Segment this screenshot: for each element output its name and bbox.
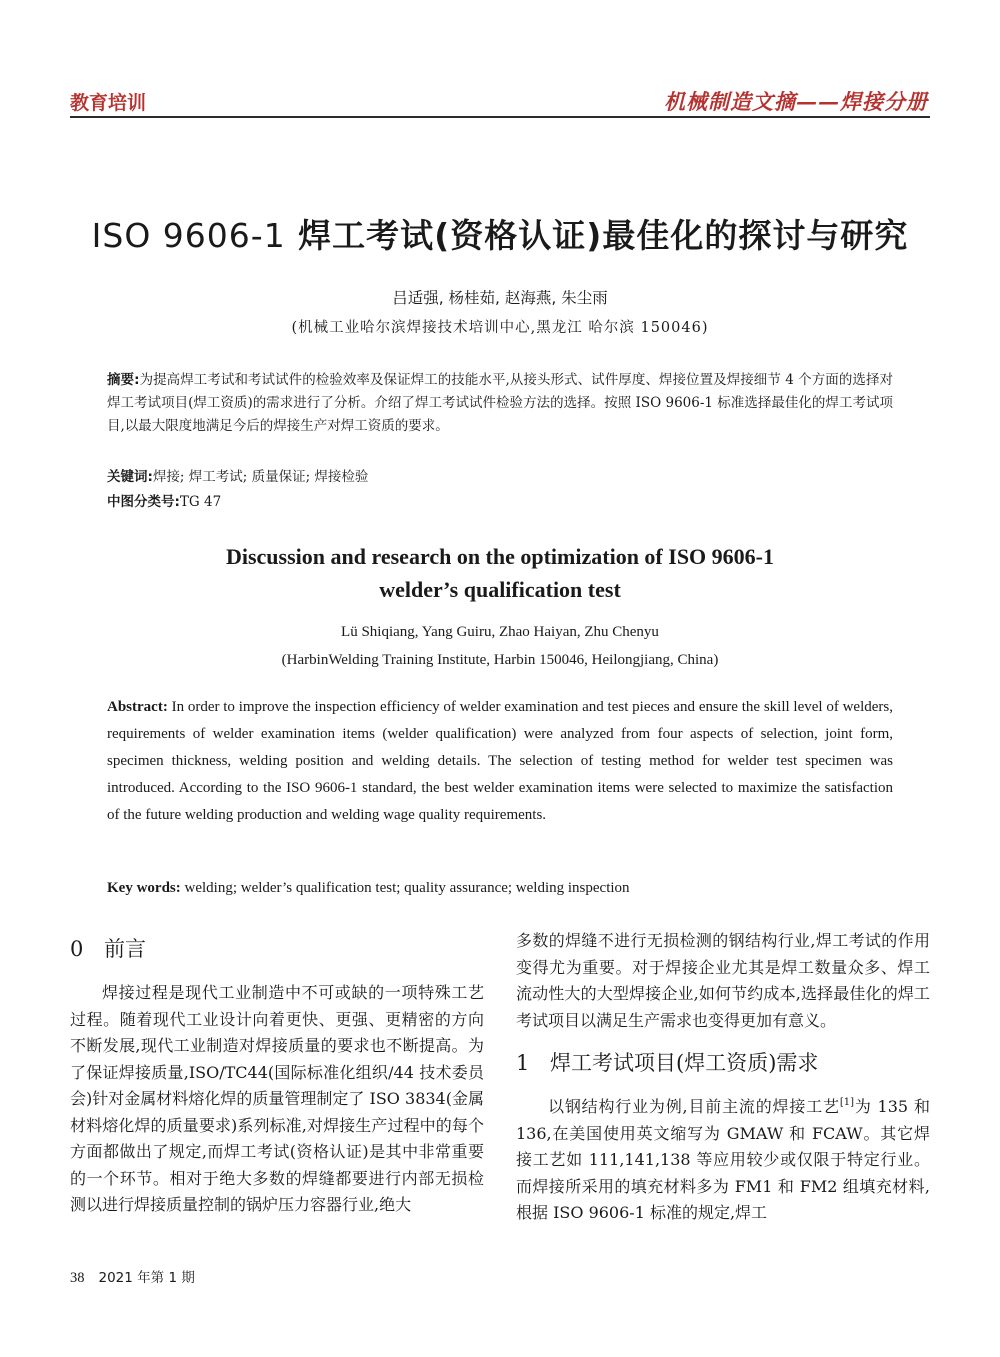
header-divider — [70, 116, 930, 118]
section-heading-1 — [516, 1046, 930, 1080]
keywords-cn — [107, 466, 368, 489]
abstract-en — [107, 694, 893, 829]
journal-column-label: 教育培训 — [70, 92, 147, 114]
continued-paragraph: 多数的焊缝不进行无损检测的钢结构行业,焊工考试的作用变得尤为重要。对于焊接企业尤其是焊工数量众多、焊工流动性大的大型焊接企业,如何节约成本,选择最佳化的焊工考试项目以满足生产需求也变得更加有意义。 — [516, 931, 930, 1030]
section-title-0: 前言 — [104, 937, 146, 961]
issue-label: 2021 年第 1 期 — [98, 1270, 195, 1286]
paper-title-en-line2: welder’s qualification test — [379, 577, 621, 602]
section-1-paragraph — [516, 1094, 930, 1227]
authors-en: Lü Shiqiang, Yang Guiru, Zhao Haiyan, Zhu Chenyu — [341, 624, 659, 640]
abstract-cn-text: 为提高焊工考试和考试试件的检验效率及保证焊工的技能水平,从接头形式、试件厚度、焊接位置及焊接细节 4 个方面的选择对焊工考试项目(焊工资质)的需求进行了分析。介绍了焊工考试试件检验方法的选择。按照 ISO 9606-1 标准选择最佳化的焊工考试项目,以最大限度地满足今后的焊接生产对焊工资质的要求。 — [107, 372, 893, 434]
keywords-en — [107, 880, 630, 897]
authors-cn: 吕适强, 杨桂茹, 赵海燕, 朱尘雨 — [392, 289, 608, 307]
keywords-en-text: welding; welder’s qualification test; quality assurance; welding inspection — [180, 880, 630, 896]
citation-ref: [1] — [839, 1097, 854, 1108]
page-number: 38 — [70, 1270, 85, 1286]
keywords-cn-label: 关键词: — [107, 469, 153, 485]
paper-title-cn — [0, 210, 1000, 257]
section-0-paragraph: 焊接过程是现代工业制造中不可或缺的一项特殊工艺过程。随着现代工业设计向着更快、更强、更精密的方向不断发展,现代工业制造对焊接质量的要求也不断提高。为了保证焊接质量,ISO/TC44(国际标准化组织/44 技术委员会)针对金属材料熔化焊的质量管理制定了 ISO 3834(金属材料熔化焊的质量要求)系列标准,对焊接生产过程中的每个方面都做出了规定,而焊工考试(资格认证)是其中非常重要的一个环节。相对于绝大多数的焊缝都要进行内部无损检测以进行焊接质量控制的锅炉压力容器行业,绝大 — [70, 983, 484, 1214]
paper-title-cn-standard: ISO 9606-1 — [91, 216, 286, 255]
section-heading-0 — [70, 932, 484, 966]
body-column-right — [516, 928, 930, 1227]
classification-code-label: 中图分类号: — [107, 494, 180, 510]
section-title-1: 焊工考试项目(焊工资质)需求 — [550, 1051, 819, 1075]
abstract-en-text: In order to improve the inspection efficiency of welder examination and test pieces and ensure the skill level of welders, requirements of welder examination items (welder qualification) were analyzed from four aspects of selection, joint form, specimen thickness, welding position and welding details. The selection of testing method for welder test specimen was introduced. According to the ISO 9606-1 standard, the best welder examination items were selected to maximize the satisfaction of the future welding production and welding wage quality requirements. — [107, 699, 893, 823]
abstract-cn-label: 摘要: — [107, 372, 140, 388]
section-1-text-start: 以钢结构行业为例,目前主流的焊接工艺 — [548, 1097, 840, 1116]
paper-title-en-line1: Discussion and research on the optimization of ISO 9606-1 — [225, 544, 774, 569]
abstract-cn — [107, 369, 893, 438]
classification-code-text: TG 47 — [179, 494, 222, 510]
affiliation-cn: (机械工业哈尔滨焊接技术培训中心,黑龙江 哈尔滨 150046) — [291, 320, 709, 336]
journal-name: 机械制造文摘——焊接分册 — [664, 89, 928, 114]
section-1-text-end: 为 135 和 136,在美国使用英文缩写为 GMAW 和 FCAW。其它焊接工艺如 111,141,138 等应用较少或仅限于特定行业。而焊接所采用的填充材料多为 FM1 和 FM2 组填充材料,根据 ISO 9606-1 标准的规定,焊工 — [516, 1097, 930, 1222]
paper-title-en — [0, 540, 1000, 606]
section-number-0: 0 — [70, 937, 84, 961]
abstract-en-label: Abstract: — [107, 699, 168, 715]
keywords-en-label: Key words: — [107, 880, 181, 896]
affiliation-en: (HarbinWelding Training Institute, Harbin 150046, Heilongjiang, China) — [281, 652, 719, 668]
page-footer — [70, 1266, 195, 1287]
section-number-1: 1 — [516, 1051, 530, 1075]
paper-title-cn-text: 焊工考试(资格认证)最佳化的探讨与研究 — [285, 216, 909, 255]
body-column-left — [70, 928, 484, 1219]
keywords-cn-text: 焊接; 焊工考试; 质量保证; 焊接检验 — [152, 469, 369, 485]
classification-code — [107, 491, 221, 514]
